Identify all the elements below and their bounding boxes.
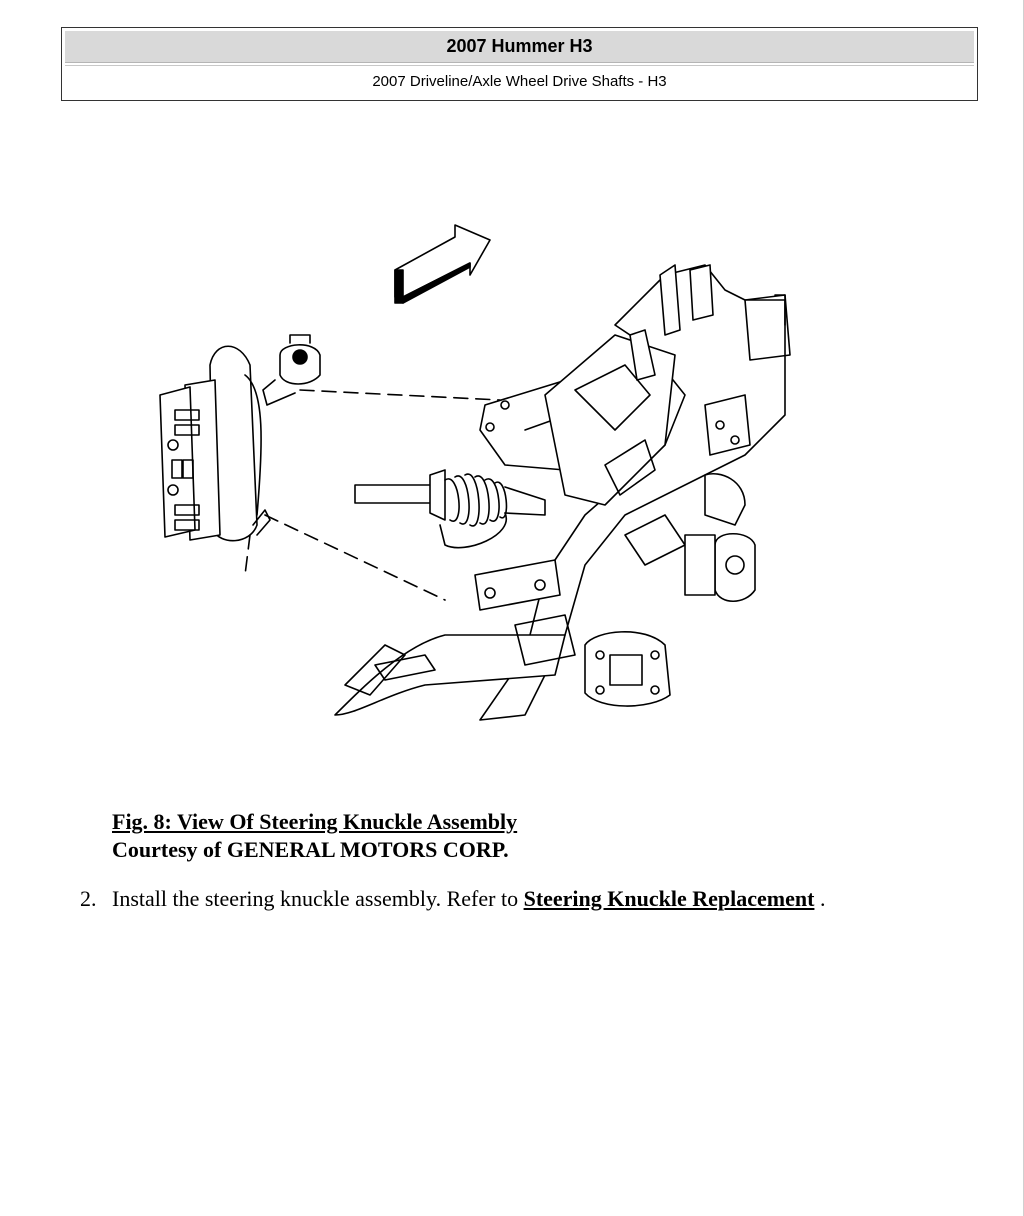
steering-knuckle-illustration <box>145 215 800 725</box>
step-suffix: . <box>814 886 826 911</box>
figure-caption <box>112 808 517 864</box>
step-text: Install the steering knuckle assembly. Refer to <box>112 886 524 911</box>
drive-shaft <box>355 470 545 548</box>
steering-knuckle-replacement-link[interactable]: Steering Knuckle Replacement <box>523 886 815 911</box>
header-title: 2007 Hummer H3 <box>65 31 974 63</box>
document-header <box>61 27 978 101</box>
figure-title: Fig. 8: View Of Steering Knuckle Assembly <box>112 809 518 834</box>
figure-courtesy: Courtesy of GENERAL MOTORS CORP. <box>112 837 509 862</box>
brake-hub-assembly <box>160 346 270 540</box>
direction-arrow-icon <box>395 225 490 303</box>
step-number: 2. <box>80 886 97 911</box>
differential-housing <box>585 632 670 706</box>
procedure-step <box>80 885 825 913</box>
ball-joint <box>263 335 320 405</box>
header-subtitle: 2007 Driveline/Axle Wheel Drive Shafts - H3 <box>65 65 974 98</box>
